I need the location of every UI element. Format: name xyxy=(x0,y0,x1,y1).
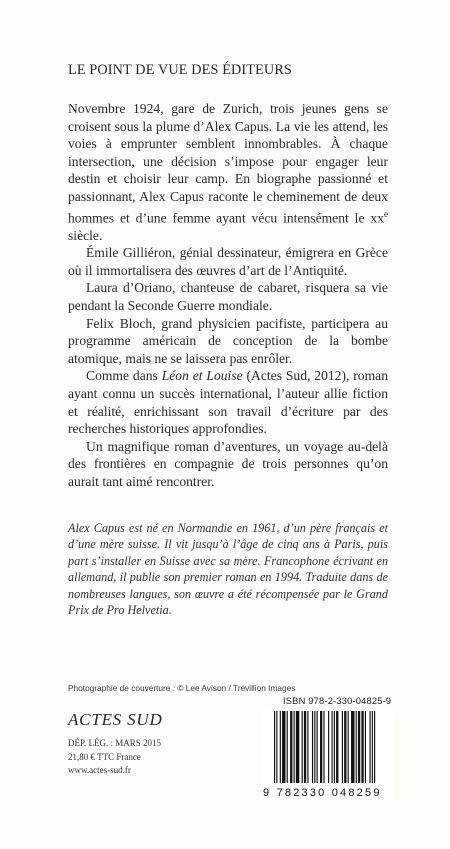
barcode-bar xyxy=(296,711,299,783)
barcode-bar xyxy=(314,711,315,783)
synopsis-paragraph: Laura d’Oriano, chanteuse de cabaret, risquera sa vie pendant la Seconde Guerre mondiale. xyxy=(68,280,388,314)
barcode-bars xyxy=(274,711,382,785)
barcode-bar xyxy=(287,711,288,783)
barcode-digits: 9 782330 048259 xyxy=(263,787,382,799)
barcode-bar xyxy=(323,711,324,783)
barcode-bar xyxy=(276,711,277,783)
barcode-bar xyxy=(342,711,343,783)
century-numeral: xx xyxy=(370,210,384,226)
cover-photo-credit: Photographie de couverture : © Lee Avison / Trevillion Images xyxy=(68,683,296,693)
synopsis-paragraph-end: siècle. xyxy=(68,227,103,243)
barcode-bar xyxy=(294,711,295,783)
book-title-reference: Léon et Louise xyxy=(161,368,243,384)
synopsis-paragraph-end: (Actes Sud, 2012), roman ayant connu un succès international, l’auteur allie fiction et réalité, enrichissant son travail d’écriture par des recherches historiques approfondies. xyxy=(68,368,388,437)
barcode-bar xyxy=(351,711,354,783)
barcode-bar xyxy=(348,711,349,783)
barcode-bar xyxy=(304,711,306,783)
synopsis-paragraph-start: Comme dans xyxy=(86,368,162,384)
publisher-website: www.actes-sud.fr xyxy=(68,765,131,775)
barcode-bar xyxy=(274,711,275,783)
barcode-bar xyxy=(361,711,363,783)
century-superscript: e xyxy=(384,208,388,219)
section-heading: LE POINT DE VUE DES ÉDITEURS xyxy=(68,62,292,78)
barcode-bar xyxy=(302,711,303,783)
barcode xyxy=(263,708,393,800)
synopsis-text xyxy=(68,100,388,491)
barcode-bar xyxy=(280,711,281,783)
barcode-bar xyxy=(307,711,308,783)
barcode-bar xyxy=(344,711,346,783)
barcode-bar xyxy=(282,711,285,783)
synopsis-paragraph xyxy=(68,367,388,437)
isbn-label: ISBN 978-2-330-04825-9 xyxy=(283,696,392,706)
publisher-logo: ACTES SUD xyxy=(68,710,163,729)
barcode-bar xyxy=(356,711,357,783)
synopsis-paragraph: Un magnifique roman d’aventures, un voyage au-delà des frontières en compagnie de trois personnes qu’on aurait tant aimé rencontrer. xyxy=(68,438,388,489)
author-biography: Alex Capus est né en Normandie en 1961, d’un père français et d’une mère suisse. Il vit jusqu’à l’âge de cinq ans à Paris, puis part s’installer en Suisse avec sa mère. Francophone écrivant en allemand, il publie son premier roman en 1994. Traduite dans de nombreuses langues, son œuvre a été récompensée par le Grand Prix de Pro Helvetia. xyxy=(68,521,388,618)
barcode-bar xyxy=(328,711,329,783)
synopsis-paragraph xyxy=(68,100,388,244)
barcode-bar xyxy=(369,711,370,783)
barcode-bar xyxy=(365,711,366,783)
price: 21,80 € TTC France xyxy=(68,751,141,762)
barcode-bar xyxy=(317,711,318,783)
synopsis-paragraph: Felix Bloch, grand physicien pacifiste, participera au programme américain de conception de la bombe atomique, mais ne se laissera pas enrôler. xyxy=(68,315,388,366)
barcode-bar xyxy=(358,711,360,783)
barcode-bar xyxy=(290,711,292,783)
synopsis-paragraph: Émile Gilliéron, génial dessinateur, émigrera en Grèce où il immortalisera des œuvres d’art de l’Antiquité. xyxy=(68,245,388,278)
legal-deposit: DÉP. LÉG. : MARS 2015 xyxy=(68,738,162,748)
synopsis-paragraph-text: Novembre 1924, gare de Zurich, trois jeunes gens se croisent sous la plume d’Alex Capus. La vie les attend, les voies à emprunter semblent innombrables. À chaque intersection, une décision s’impose pour engager leur destin et choisir leur camp. En biographe passionné et passionnant, Alex Capus raconte le cheminement de deux hommes et d’une femme ayant vécu intensément le xyxy=(68,101,388,226)
barcode-bar xyxy=(320,711,322,783)
barcode-bar xyxy=(334,711,335,783)
barcode-bar xyxy=(336,711,338,783)
barcode-bar xyxy=(372,711,373,783)
barcode-bar xyxy=(374,711,375,783)
barcode-bar xyxy=(312,711,313,783)
barcode-bar xyxy=(332,711,333,783)
legal-info xyxy=(68,737,161,778)
